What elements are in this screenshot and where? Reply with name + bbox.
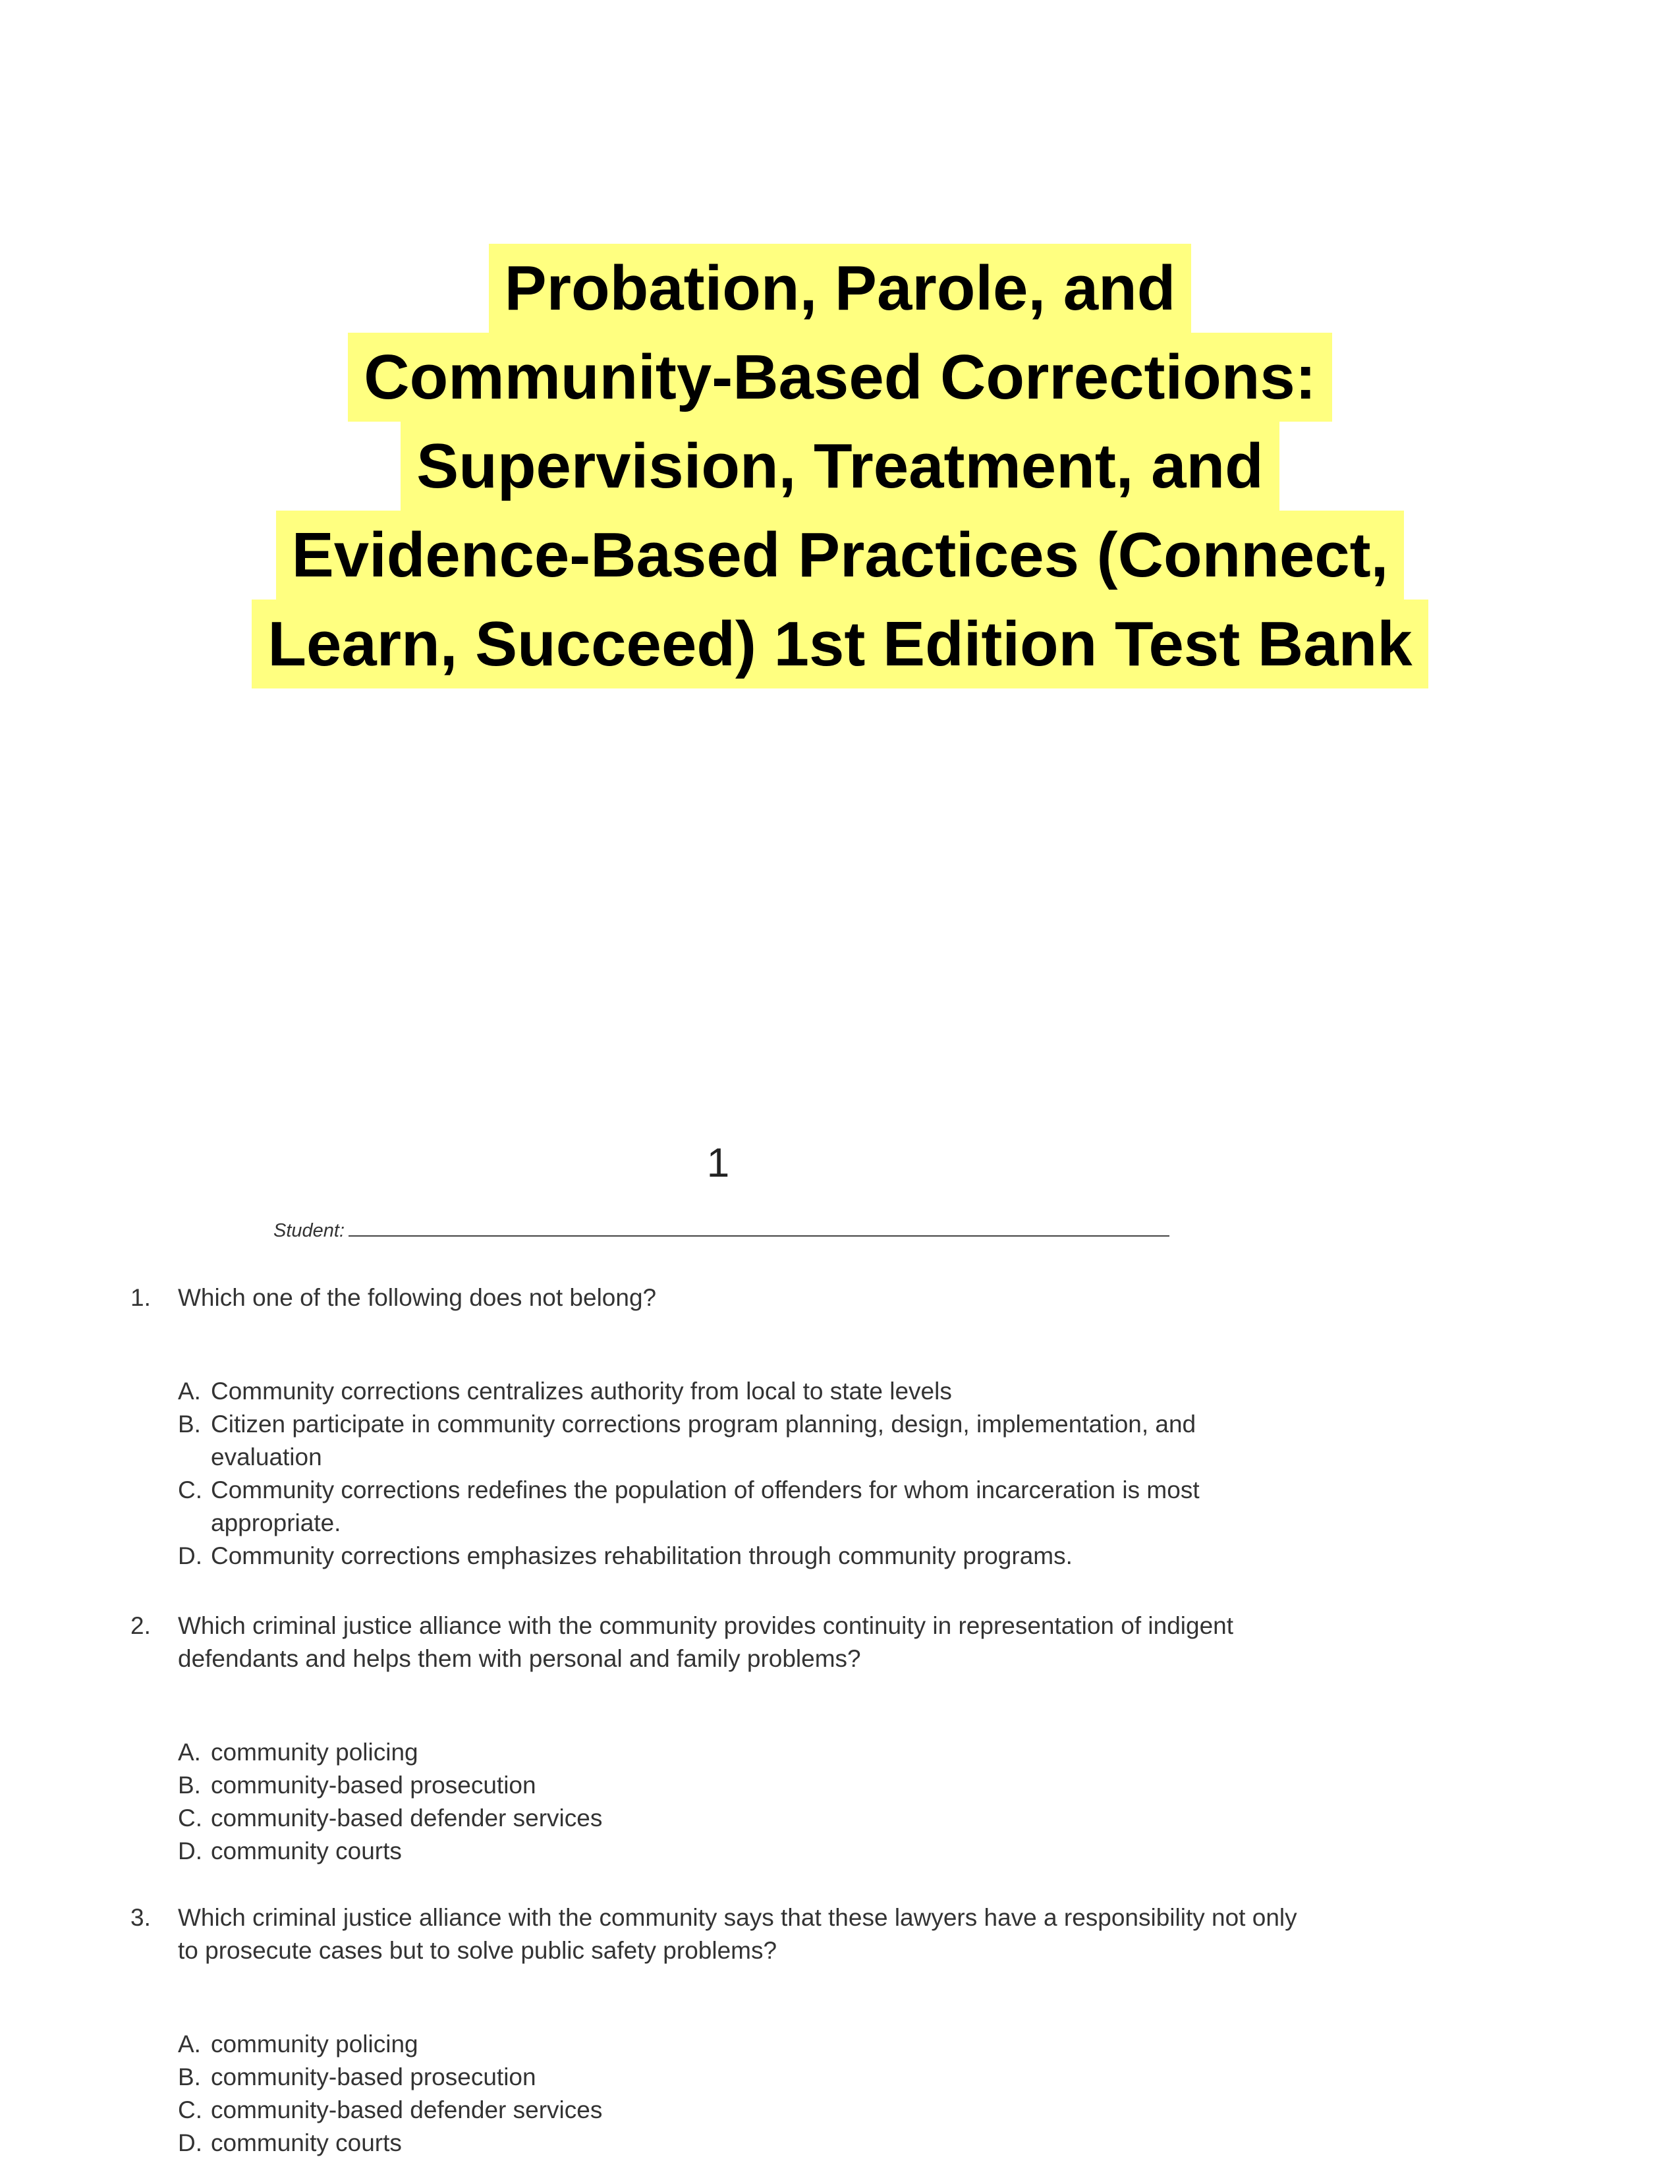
answer-option (178, 1375, 1272, 1408)
answer-option (178, 1474, 1272, 1540)
answer-option (178, 1802, 1250, 1835)
answer-options (178, 2028, 1310, 2160)
question-number: 2. (130, 1612, 151, 1639)
title-line-2: Community-Based Corrections: (348, 333, 1332, 422)
answer-option (178, 1540, 1272, 1573)
title-line-4: Evidence-Based Practices (Connect, (276, 511, 1405, 600)
option-text: community policing (211, 2030, 418, 2058)
student-label: Student: (273, 1220, 345, 1241)
title-line-5: Learn, Succeed) 1st Edition Test Bank (252, 600, 1428, 688)
question-1 (130, 1281, 1316, 1597)
answer-option (178, 2028, 1310, 2061)
option-text: Community corrections centralizes authority from local to state levels (211, 1378, 952, 1405)
option-text: community courts (211, 2129, 402, 2156)
answer-option (178, 1408, 1272, 1474)
answer-option (178, 2094, 1310, 2127)
title-line-3: Supervision, Treatment, and (401, 422, 1279, 511)
document-title (0, 244, 1680, 688)
question-number: 3. (130, 1904, 151, 1931)
option-letter: D. (178, 1542, 202, 1569)
option-letter: B. (178, 1411, 201, 1438)
option-letter: D. (178, 2129, 202, 2156)
question-number: 1. (130, 1284, 151, 1311)
option-text: Community corrections emphasizes rehabilitation through community programs. (211, 1542, 1073, 1569)
option-letter: A. (178, 1739, 201, 1766)
student-blank-line (349, 1235, 1169, 1237)
student-name-field (273, 1220, 1169, 1242)
option-letter: B. (178, 1772, 201, 1799)
question-text: Which criminal justice alliance with the community says that these lawyers have a responsibility not only to prosecute cases but to solve public safety problems? (178, 1904, 1297, 1964)
option-letter: C. (178, 2096, 202, 2123)
option-letter: A. (178, 1378, 201, 1405)
answer-option (178, 1835, 1250, 1868)
answer-option (178, 1769, 1250, 1802)
option-text: community-based prosecution (211, 1772, 536, 1799)
option-letter: D. (178, 1837, 202, 1864)
question-3 (130, 1901, 1310, 2184)
option-letter: C. (178, 1476, 202, 1503)
answer-option (178, 2127, 1310, 2160)
page-number: 1 (706, 1140, 730, 1186)
option-letter: B. (178, 2063, 201, 2090)
option-letter: C. (178, 1805, 202, 1832)
option-text: Community corrections redefines the population of offenders for whom incarceration is most appropriate. (211, 1476, 1200, 1536)
option-text: community-based prosecution (211, 2063, 536, 2090)
question-2 (130, 1610, 1250, 1892)
answer-option (178, 1736, 1250, 1769)
question-text: Which one of the following does not belong? (178, 1284, 657, 1311)
answer-options (178, 1375, 1272, 1573)
option-text: community-based defender services (211, 1805, 603, 1832)
title-line-1: Probation, Parole, and (489, 244, 1192, 333)
option-letter: A. (178, 2030, 201, 2058)
option-text: community courts (211, 1837, 402, 1864)
option-text: Citizen participate in community corrections program planning, design, implementation, and evaluation (211, 1411, 1196, 1470)
option-text: community policing (211, 1739, 418, 1766)
question-text: Which criminal justice alliance with the community provides continuity in representation of indigent defendants and helps them with personal and family problems? (178, 1612, 1234, 1672)
option-text: community-based defender services (211, 2096, 603, 2123)
answer-option (178, 2061, 1310, 2094)
answer-options (178, 1736, 1250, 1868)
